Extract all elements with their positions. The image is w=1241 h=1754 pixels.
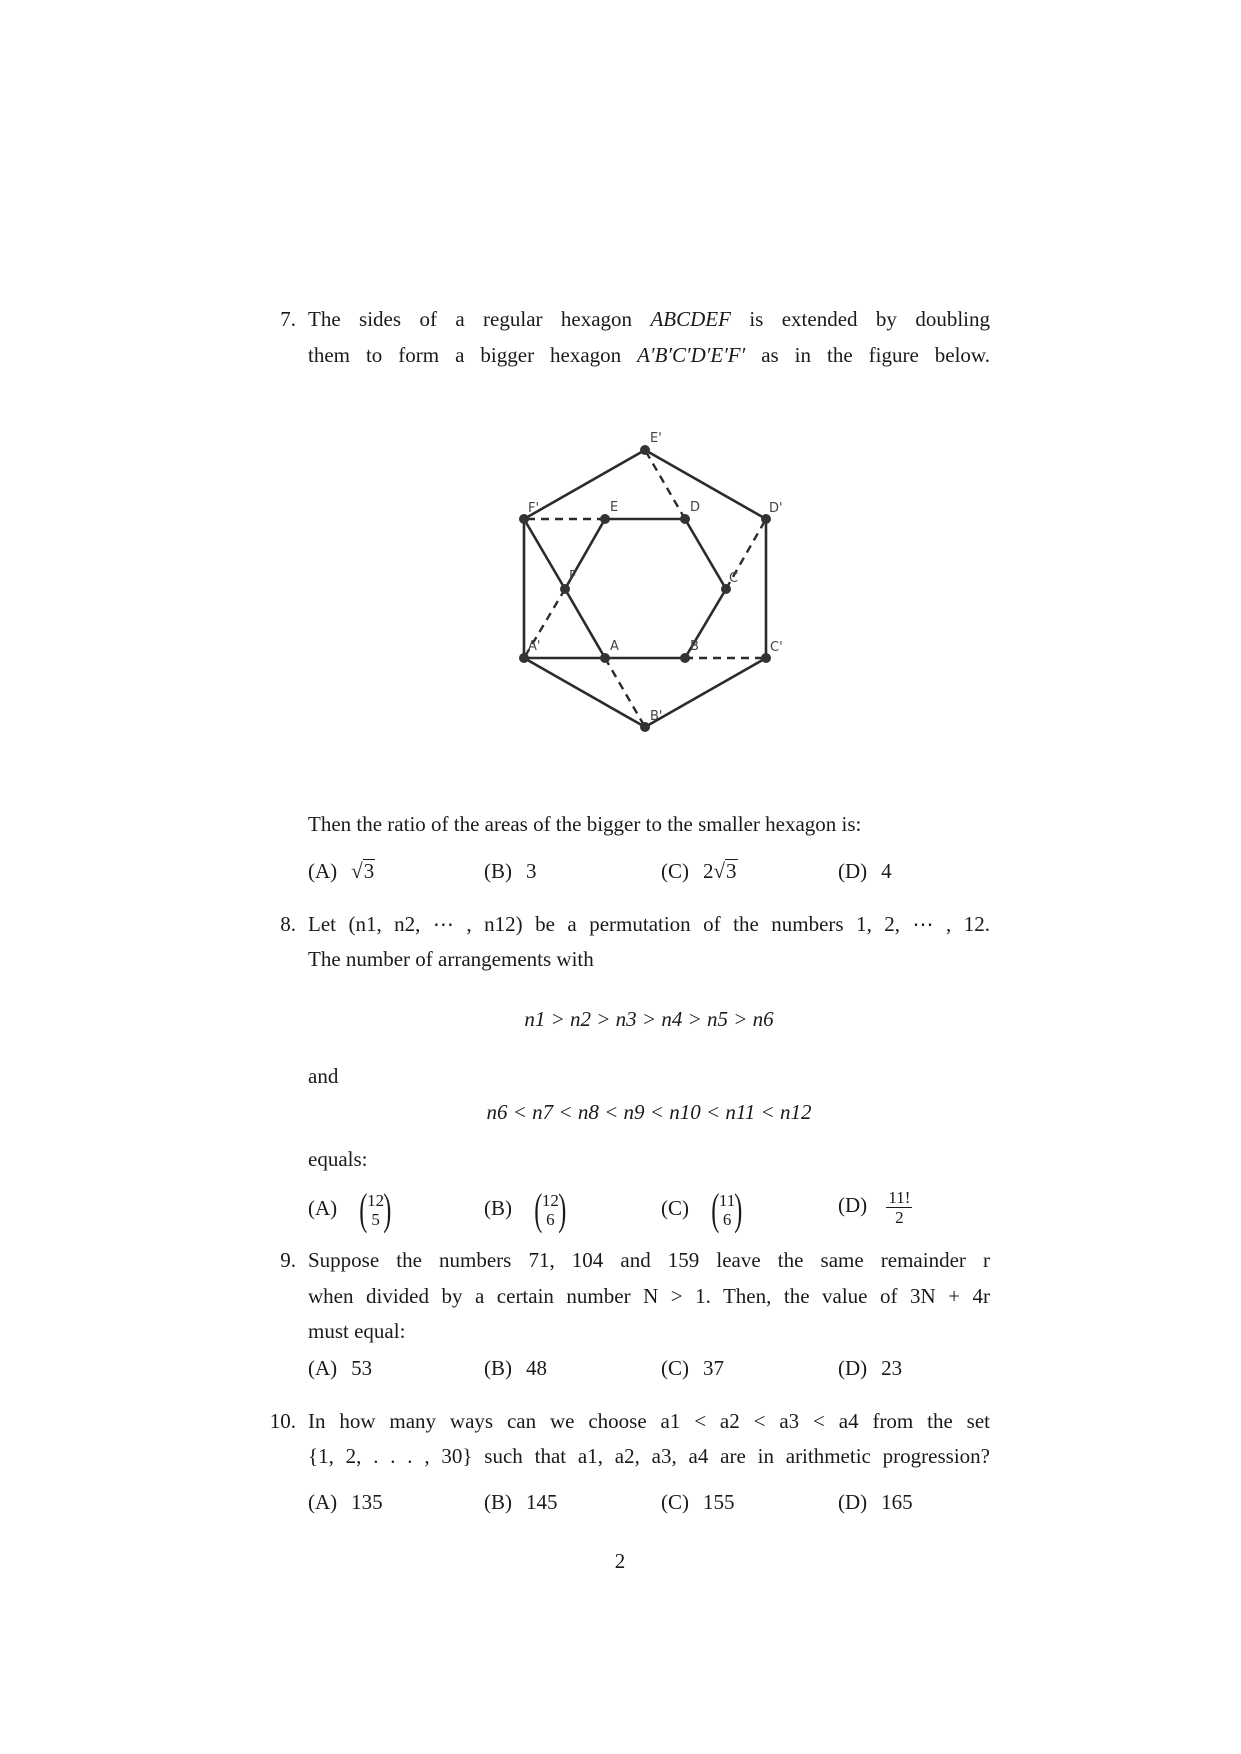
question-text-line: The number of arrangements with — [308, 947, 594, 971]
question-number: 7. — [280, 307, 296, 331]
vertex-point — [600, 653, 610, 663]
option-c: (C) ( 11 6 ) — [661, 1188, 746, 1232]
binomial: ( 12 5 ) — [359, 1185, 392, 1234]
question-text-line: must equal: — [308, 1319, 406, 1343]
option-c: (C) 155 — [661, 1490, 735, 1514]
page-number: 2 — [614, 1549, 626, 1573]
question-text-line: Let (n1, n2, ⋯ , n12) be a permutation of the numbers 1, 2, ⋯ , 12. — [308, 912, 990, 936]
option-d: (D) 23 — [838, 1356, 903, 1380]
option-b: (B) ( 12 6 ) — [484, 1188, 570, 1232]
option-d: (D) 165 — [838, 1490, 913, 1514]
option-a: (A) 135 — [308, 1490, 383, 1514]
binomial: ( 12 6 ) — [534, 1185, 567, 1234]
option-b: (B) 48 — [484, 1356, 547, 1380]
binomial: ( 11 6 ) — [711, 1185, 743, 1234]
vertex-point — [680, 514, 690, 524]
inner-hexagon-side — [685, 519, 726, 589]
vertex-point — [640, 445, 650, 455]
question-text-line: them to form a bigger hexagon A′B′C′D′E′F′ as in the figure below. — [308, 343, 990, 367]
vertex-label-a-prime: A' — [528, 639, 541, 654]
question-prompt: Then the ratio of the areas of the bigger to the smaller hexagon is: — [308, 812, 862, 836]
option-a: (A) √3 — [308, 859, 375, 883]
question-text-line: when divided by a certain number N > 1. Then, the value of 3N + 4r — [308, 1284, 990, 1308]
option-a: (A) ( 12 5 ) — [308, 1188, 395, 1232]
vertex-label-d: D — [690, 500, 701, 515]
equation-increasing: n6 < n7 < n8 < n9 < n10 < n11 < n12 — [486, 1100, 812, 1124]
outer-hexagon-side — [524, 658, 645, 727]
question-text-line: The sides of a regular hexagon ABCDEF is extended by doubling — [308, 307, 990, 331]
option-b: (B) 3 — [484, 859, 537, 883]
vertex-label-a: A — [610, 639, 619, 654]
vertex-point — [560, 584, 570, 594]
vertex-point — [519, 653, 529, 663]
option-c: (C) 37 — [661, 1356, 724, 1380]
vertex-label-c: C — [729, 571, 739, 586]
question-text-line: {1, 2, . . . , 30} such that a1, a2, a3, a4 are in arithmetic progression? — [308, 1444, 990, 1468]
question-number: 9. — [280, 1248, 296, 1272]
question-text-line: In how many ways can we choose a1 < a2 < a3 < a4 from the set — [308, 1409, 990, 1433]
option-b: (B) 145 — [484, 1490, 558, 1514]
option-d: (D) $\frac{11!}{2}$ — [838, 1188, 911, 1227]
question-number: 10. — [269, 1409, 296, 1433]
vertex-label-b-prime: B' — [650, 709, 663, 724]
outer-hexagon-side — [645, 450, 766, 519]
vertex-label-d-prime: D' — [769, 501, 783, 516]
vertex-label-f-prime: F' — [528, 501, 540, 516]
question-prompt: equals: — [308, 1147, 368, 1171]
vertex-point — [640, 722, 650, 732]
option-c: (C) 2√3 — [661, 859, 737, 883]
outer-hexagon-side — [645, 658, 766, 727]
option-a: (A) 53 — [308, 1356, 373, 1380]
vertex-label-f: F — [569, 569, 577, 584]
vertex-label-b: B — [690, 639, 699, 654]
equation-decreasing: n1 > n2 > n3 > n4 > n5 > n6 — [524, 1007, 774, 1031]
outer-hexagon-side — [524, 450, 645, 519]
inner-hexagon-side — [565, 589, 605, 658]
option-d: (D) 4 — [838, 859, 892, 883]
vertex-label-e: E — [610, 500, 619, 515]
vertex-point — [600, 514, 610, 524]
vertex-label-c-prime: C' — [770, 640, 783, 655]
fraction: $\frac{11!}{2}$ — [888, 1188, 911, 1227]
question-number: 8. — [280, 912, 296, 936]
vertex-point — [680, 653, 690, 663]
extension-line — [524, 519, 565, 589]
question-text-line: Suppose the numbers 71, 104 and 159 leave the same remainder r — [308, 1248, 990, 1272]
hexagon-figure — [480, 420, 810, 740]
vertex-label-e-prime: E' — [650, 431, 662, 446]
connector-text: and — [308, 1064, 339, 1088]
